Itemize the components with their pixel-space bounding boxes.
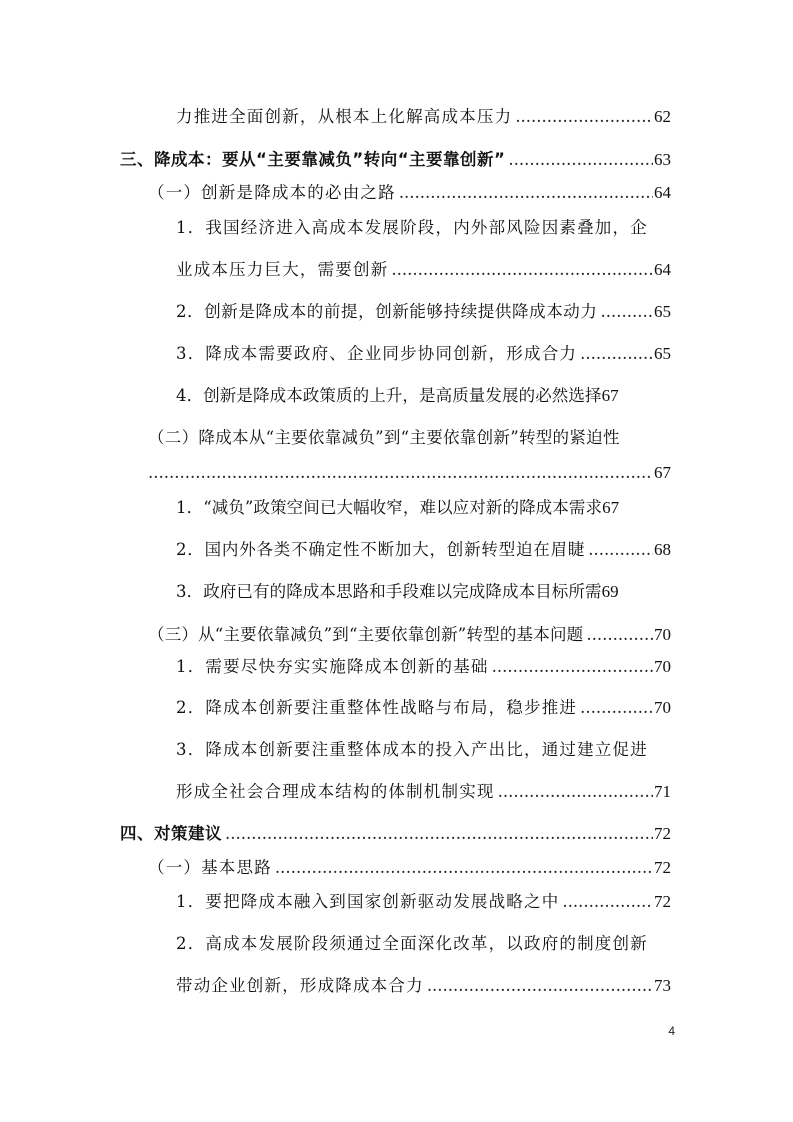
toc-leader-dots	[562, 891, 653, 913]
toc-entry-text: 2．创新是降成本的前提，创新能够持续提供降成本动力	[176, 302, 598, 321]
toc-entry-text: 3．政府已有的降成本思路和手段难以完成降成本目标所需	[176, 582, 602, 601]
toc-leader-dots	[275, 857, 653, 879]
toc-page-number: 71	[654, 782, 671, 801]
toc-entry-continuation[interactable]	[148, 462, 671, 484]
toc-entry[interactable]	[176, 343, 671, 365]
toc-entry[interactable]	[148, 182, 671, 204]
toc-leader-dots	[586, 624, 653, 646]
toc-page-number: 65	[654, 302, 671, 321]
toc-entry-text[interactable]: 3．降成本创新要注重整体成本的投入产出比，通过建立促进	[176, 740, 648, 759]
toc-entry[interactable]	[176, 781, 671, 803]
toc-page-number: 65	[654, 344, 671, 363]
toc-page-number: 70	[654, 657, 671, 676]
toc-entry[interactable]	[176, 106, 671, 128]
toc-page-number: 72	[654, 858, 671, 877]
toc-page-number: 62	[654, 107, 671, 126]
toc-page-number: 69	[601, 582, 619, 601]
toc-entry[interactable]	[176, 697, 671, 719]
toc-entry[interactable]	[176, 497, 671, 519]
toc-entry[interactable]	[176, 656, 671, 678]
toc-entry-section-3[interactable]	[120, 149, 671, 171]
toc-entry-text: 业成本压力巨大，需要创新	[176, 260, 389, 279]
toc-leader-dots	[508, 149, 653, 171]
toc-leader-dots	[601, 301, 654, 323]
toc-entry-text[interactable]: （二）降成本从“主要依靠减负”到“主要依靠创新”转型的紧迫性	[148, 428, 620, 447]
toc-entry[interactable]	[176, 581, 671, 603]
toc-entry[interactable]	[176, 539, 671, 561]
toc-entry-text: （三）从“主要依靠减负”到“主要依靠创新”转型的基本问题	[148, 625, 584, 644]
toc-entry-text: 1．需要尽快夯实实施降成本创新的基础	[176, 657, 489, 676]
toc-page-number: 64	[654, 260, 671, 279]
toc-page-number: 67	[601, 386, 619, 405]
toc-leader-dots	[588, 539, 653, 561]
toc-page-number: 70	[654, 625, 671, 644]
toc-entry[interactable]	[176, 975, 671, 997]
toc-page-number: 72	[654, 892, 671, 911]
toc-leader-dots	[391, 259, 653, 281]
toc-leader-dots	[580, 697, 653, 719]
toc-entry[interactable]	[148, 624, 671, 646]
toc-leader-dots	[225, 823, 653, 845]
toc-page-number: 67	[654, 463, 671, 482]
toc-page-number: 72	[654, 824, 671, 843]
toc-entry[interactable]	[176, 385, 671, 407]
toc-entry-text: 2．降成本创新要注重整体性战略与布局，稳步推进	[176, 698, 578, 717]
toc-entry[interactable]	[176, 891, 671, 913]
toc-leader-dots	[427, 975, 653, 997]
toc-entry[interactable]	[148, 857, 671, 879]
toc-entry-text: 3．降成本需要政府、企业同步协同创新，形成合力	[176, 344, 578, 363]
toc-entry-text: 2．国内外各类不确定性不断加大，创新转型迫在眉睫	[176, 540, 586, 559]
toc-leader-dots	[498, 781, 653, 803]
toc-leader-dots	[492, 656, 653, 678]
toc-leader-dots	[515, 106, 653, 128]
toc-entry-text: 形成全社会合理成本结构的体制机制实现	[176, 782, 495, 801]
toc-entry-text: 四、对策建议	[120, 824, 222, 843]
toc-entry-text: 力推进全面创新，从根本上化解高成本压力	[176, 107, 513, 126]
toc-entry-text[interactable]: 1．我国经济进入高成本发展阶段，内外部风险因素叠加，企	[176, 218, 648, 237]
toc-entry-text[interactable]: 2．高成本发展阶段须通过全面深化改革，以政府的制度创新	[176, 934, 648, 953]
toc-entry-text: 三、降成本：要从“主要靠减负”转向“主要靠创新”	[120, 150, 506, 169]
toc-entry-text: 1．“减负”政策空间已大幅收窄，难以应对新的降成本需求	[176, 498, 603, 517]
toc-page-number: 63	[654, 150, 671, 169]
page-number: 4	[668, 1024, 675, 1038]
toc-leader-dots	[399, 182, 653, 204]
toc-entry[interactable]	[176, 259, 671, 281]
toc-page-number: 64	[654, 183, 671, 202]
toc-page-number: 67	[602, 498, 620, 517]
toc-entry-text: （一）基本思路	[148, 858, 272, 877]
toc-entry-text: 带动企业创新，形成降成本合力	[176, 976, 424, 995]
toc-page-number: 73	[654, 976, 671, 995]
toc-leader-dots	[580, 343, 653, 365]
toc-entry-section-4[interactable]	[120, 823, 671, 845]
toc-page-number: 70	[654, 698, 671, 717]
toc-entry[interactable]	[176, 301, 671, 323]
toc-leader-dots	[148, 462, 653, 484]
toc-entry-text: （一）创新是降成本的必由之路	[148, 183, 396, 202]
toc-entry-text: 1．要把降成本融入到国家创新驱动发展战略之中	[176, 892, 560, 911]
toc-page-number: 68	[654, 540, 671, 559]
toc-entry-text: 4．创新是降成本政策质的上升，是高质量发展的必然选择	[176, 386, 602, 405]
